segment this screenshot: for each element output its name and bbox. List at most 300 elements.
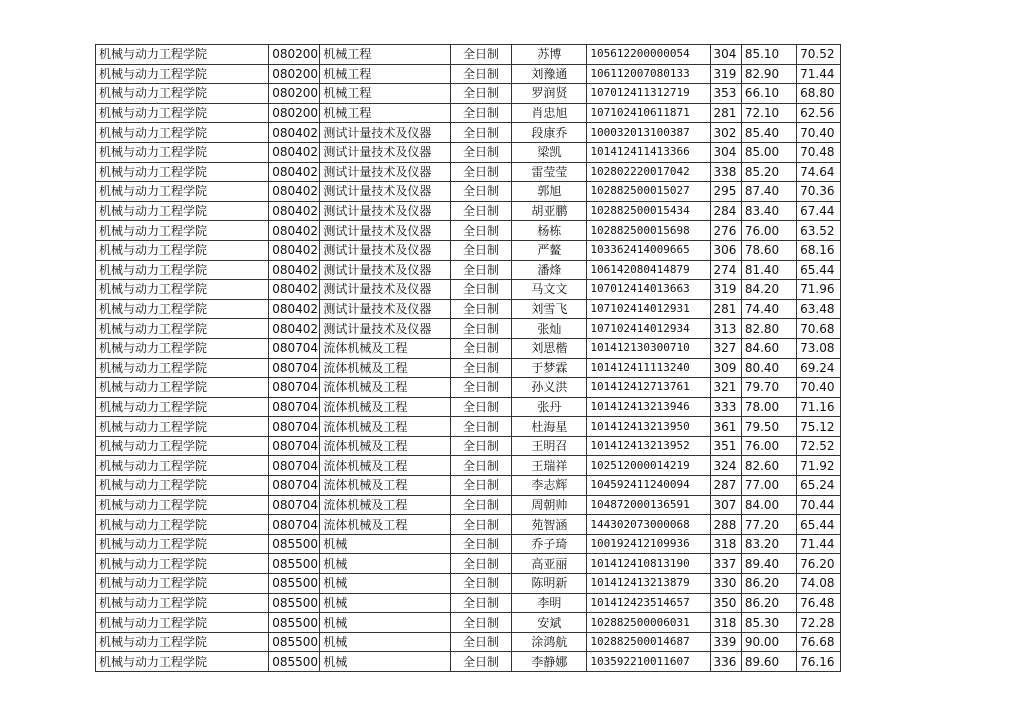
total-score-cell: 304 (710, 45, 741, 65)
study-mode-cell: 全日制 (450, 632, 512, 652)
exam-id-cell: 101412413213946 (587, 397, 710, 417)
table-row (96, 495, 841, 515)
major-name-cell: 机械工程 (320, 103, 450, 123)
major-code-cell: 080704 (269, 338, 320, 358)
major-code-cell: 080402 (269, 201, 320, 221)
study-mode-cell: 全日制 (450, 103, 512, 123)
retest-score-cell: 87.40 (741, 182, 796, 202)
study-mode-cell: 全日制 (450, 456, 512, 476)
retest-score-cell: 86.20 (741, 574, 796, 594)
final-score-cell: 72.52 (797, 436, 841, 456)
exam-id-cell: 104592411240094 (587, 476, 710, 496)
study-mode-cell: 全日制 (450, 358, 512, 378)
student-name-cell: 王瑞祥 (512, 456, 587, 476)
table-row (96, 476, 841, 496)
major-code-cell: 085500 (269, 574, 320, 594)
college-cell: 机械与动力工程学院 (96, 476, 269, 496)
college-cell: 机械与动力工程学院 (96, 260, 269, 280)
student-name-cell: 苏博 (512, 45, 587, 65)
major-name-cell: 测试计量技术及仪器 (320, 221, 450, 241)
total-score-cell: 281 (710, 299, 741, 319)
total-score-cell: 338 (710, 162, 741, 182)
major-code-cell: 080704 (269, 417, 320, 437)
major-code-cell: 080402 (269, 221, 320, 241)
retest-score-cell: 66.10 (741, 84, 796, 104)
table-row (96, 260, 841, 280)
college-cell: 机械与动力工程学院 (96, 534, 269, 554)
college-cell: 机械与动力工程学院 (96, 162, 269, 182)
college-cell: 机械与动力工程学院 (96, 319, 269, 339)
major-name-cell: 测试计量技术及仪器 (320, 142, 450, 162)
student-name-cell: 李志辉 (512, 476, 587, 496)
student-name-cell: 高亚丽 (512, 554, 587, 574)
major-code-cell: 080402 (269, 319, 320, 339)
retest-score-cell: 84.60 (741, 338, 796, 358)
study-mode-cell: 全日制 (450, 201, 512, 221)
exam-id-cell: 101412413213950 (587, 417, 710, 437)
major-name-cell: 机械工程 (320, 45, 450, 65)
major-name-cell: 测试计量技术及仪器 (320, 280, 450, 300)
table-row (96, 436, 841, 456)
total-score-cell: 318 (710, 534, 741, 554)
final-score-cell: 65.44 (797, 260, 841, 280)
final-score-cell: 70.44 (797, 495, 841, 515)
total-score-cell: 361 (710, 417, 741, 437)
major-name-cell: 机械 (320, 593, 450, 613)
student-name-cell: 肖忠旭 (512, 103, 587, 123)
table-row (96, 554, 841, 574)
table-row (96, 162, 841, 182)
college-cell: 机械与动力工程学院 (96, 45, 269, 65)
study-mode-cell: 全日制 (450, 142, 512, 162)
major-code-cell: 080200 (269, 64, 320, 84)
college-cell: 机械与动力工程学院 (96, 358, 269, 378)
major-code-cell: 080704 (269, 495, 320, 515)
final-score-cell: 63.48 (797, 299, 841, 319)
major-name-cell: 测试计量技术及仪器 (320, 240, 450, 260)
final-score-cell: 73.08 (797, 338, 841, 358)
total-score-cell: 330 (710, 574, 741, 594)
final-score-cell: 71.44 (797, 64, 841, 84)
table-row (96, 201, 841, 221)
final-score-cell: 71.16 (797, 397, 841, 417)
total-score-cell: 287 (710, 476, 741, 496)
college-cell: 机械与动力工程学院 (96, 652, 269, 672)
total-score-cell: 324 (710, 456, 741, 476)
total-score-cell: 327 (710, 338, 741, 358)
table-row (96, 593, 841, 613)
college-cell: 机械与动力工程学院 (96, 142, 269, 162)
major-code-cell: 080704 (269, 397, 320, 417)
retest-score-cell: 74.40 (741, 299, 796, 319)
final-score-cell: 67.44 (797, 201, 841, 221)
college-cell: 机械与动力工程学院 (96, 240, 269, 260)
major-name-cell: 机械 (320, 632, 450, 652)
study-mode-cell: 全日制 (450, 260, 512, 280)
college-cell: 机械与动力工程学院 (96, 280, 269, 300)
major-name-cell: 测试计量技术及仪器 (320, 299, 450, 319)
final-score-cell: 70.40 (797, 378, 841, 398)
retest-score-cell: 77.20 (741, 515, 796, 535)
student-name-cell: 杜海星 (512, 417, 587, 437)
final-score-cell: 76.20 (797, 554, 841, 574)
college-cell: 机械与动力工程学院 (96, 397, 269, 417)
exam-id-cell: 103592210011607 (587, 652, 710, 672)
exam-id-cell: 102512000014219 (587, 456, 710, 476)
exam-id-cell: 101412411113240 (587, 358, 710, 378)
retest-score-cell: 84.00 (741, 495, 796, 515)
exam-id-cell: 102882500006031 (587, 613, 710, 633)
retest-score-cell: 82.60 (741, 456, 796, 476)
student-name-cell: 李明 (512, 593, 587, 613)
major-code-cell: 080402 (269, 280, 320, 300)
major-name-cell: 测试计量技术及仪器 (320, 182, 450, 202)
exam-id-cell: 144302073000068 (587, 515, 710, 535)
major-code-cell: 080402 (269, 123, 320, 143)
retest-score-cell: 83.40 (741, 201, 796, 221)
retest-score-cell: 82.80 (741, 319, 796, 339)
student-name-cell: 于梦霖 (512, 358, 587, 378)
total-score-cell: 319 (710, 280, 741, 300)
total-score-cell: 284 (710, 201, 741, 221)
student-name-cell: 马文文 (512, 280, 587, 300)
study-mode-cell: 全日制 (450, 554, 512, 574)
study-mode-cell: 全日制 (450, 221, 512, 241)
student-name-cell: 严鳌 (512, 240, 587, 260)
total-score-cell: 274 (710, 260, 741, 280)
college-cell: 机械与动力工程学院 (96, 632, 269, 652)
student-name-cell: 乔子琦 (512, 534, 587, 554)
exam-id-cell: 107102414012934 (587, 319, 710, 339)
retest-score-cell: 78.60 (741, 240, 796, 260)
retest-score-cell: 85.40 (741, 123, 796, 143)
college-cell: 机械与动力工程学院 (96, 417, 269, 437)
total-score-cell: 339 (710, 632, 741, 652)
major-code-cell: 080704 (269, 378, 320, 398)
student-name-cell: 胡亚鹏 (512, 201, 587, 221)
retest-score-cell: 89.40 (741, 554, 796, 574)
final-score-cell: 71.92 (797, 456, 841, 476)
total-score-cell: 313 (710, 319, 741, 339)
exam-id-cell: 101412410813190 (587, 554, 710, 574)
major-code-cell: 085500 (269, 613, 320, 633)
study-mode-cell: 全日制 (450, 45, 512, 65)
study-mode-cell: 全日制 (450, 652, 512, 672)
major-name-cell: 机械工程 (320, 64, 450, 84)
final-score-cell: 62.56 (797, 103, 841, 123)
college-cell: 机械与动力工程学院 (96, 613, 269, 633)
retest-score-cell: 81.40 (741, 260, 796, 280)
major-name-cell: 流体机械及工程 (320, 456, 450, 476)
study-mode-cell: 全日制 (450, 319, 512, 339)
table-row (96, 221, 841, 241)
final-score-cell: 68.16 (797, 240, 841, 260)
major-name-cell: 流体机械及工程 (320, 495, 450, 515)
table-row (96, 613, 841, 633)
major-name-cell: 机械 (320, 613, 450, 633)
major-code-cell: 085500 (269, 652, 320, 672)
college-cell: 机械与动力工程学院 (96, 378, 269, 398)
study-mode-cell: 全日制 (450, 182, 512, 202)
final-score-cell: 70.52 (797, 45, 841, 65)
retest-score-cell: 82.90 (741, 64, 796, 84)
major-name-cell: 机械 (320, 554, 450, 574)
student-name-cell: 刘思楷 (512, 338, 587, 358)
table-row (96, 338, 841, 358)
college-cell: 机械与动力工程学院 (96, 593, 269, 613)
exam-id-cell: 102882500015698 (587, 221, 710, 241)
major-name-cell: 测试计量技术及仪器 (320, 260, 450, 280)
study-mode-cell: 全日制 (450, 299, 512, 319)
major-code-cell: 080704 (269, 358, 320, 378)
total-score-cell: 336 (710, 652, 741, 672)
retest-score-cell: 76.00 (741, 221, 796, 241)
student-name-cell: 刘豫通 (512, 64, 587, 84)
final-score-cell: 65.44 (797, 515, 841, 535)
major-code-cell: 080402 (269, 182, 320, 202)
major-name-cell: 测试计量技术及仪器 (320, 201, 450, 221)
major-name-cell: 机械 (320, 574, 450, 594)
major-name-cell: 流体机械及工程 (320, 338, 450, 358)
study-mode-cell: 全日制 (450, 613, 512, 633)
exam-id-cell: 106112007080133 (587, 64, 710, 84)
table-row (96, 280, 841, 300)
major-name-cell: 流体机械及工程 (320, 515, 450, 535)
total-score-cell: 353 (710, 84, 741, 104)
table-row (96, 182, 841, 202)
retest-score-cell: 83.20 (741, 534, 796, 554)
retest-score-cell: 76.00 (741, 436, 796, 456)
exam-id-cell: 105612200000054 (587, 45, 710, 65)
final-score-cell: 70.40 (797, 123, 841, 143)
exam-id-cell: 104872000136591 (587, 495, 710, 515)
exam-id-cell: 107012414013663 (587, 280, 710, 300)
table-row (96, 240, 841, 260)
final-score-cell: 63.52 (797, 221, 841, 241)
major-code-cell: 085500 (269, 632, 320, 652)
student-name-cell: 罗润贤 (512, 84, 587, 104)
retest-score-cell: 78.00 (741, 397, 796, 417)
study-mode-cell: 全日制 (450, 280, 512, 300)
exam-id-cell: 102802220017042 (587, 162, 710, 182)
college-cell: 机械与动力工程学院 (96, 84, 269, 104)
final-score-cell: 65.24 (797, 476, 841, 496)
final-score-cell: 71.96 (797, 280, 841, 300)
college-cell: 机械与动力工程学院 (96, 515, 269, 535)
table-row (96, 103, 841, 123)
major-name-cell: 机械 (320, 652, 450, 672)
table-row (96, 319, 841, 339)
total-score-cell: 319 (710, 64, 741, 84)
study-mode-cell: 全日制 (450, 162, 512, 182)
table-row (96, 358, 841, 378)
final-score-cell: 71.44 (797, 534, 841, 554)
table-row (96, 515, 841, 535)
exam-id-cell: 103362414009665 (587, 240, 710, 260)
final-score-cell: 76.68 (797, 632, 841, 652)
exam-id-cell: 101412413213952 (587, 436, 710, 456)
table-row (96, 84, 841, 104)
student-name-cell: 潘烽 (512, 260, 587, 280)
retest-score-cell: 79.50 (741, 417, 796, 437)
major-name-cell: 测试计量技术及仪器 (320, 319, 450, 339)
table-row (96, 417, 841, 437)
retest-score-cell: 90.00 (741, 632, 796, 652)
total-score-cell: 351 (710, 436, 741, 456)
final-score-cell: 72.28 (797, 613, 841, 633)
college-cell: 机械与动力工程学院 (96, 554, 269, 574)
major-code-cell: 080704 (269, 515, 320, 535)
total-score-cell: 276 (710, 221, 741, 241)
major-name-cell: 测试计量技术及仪器 (320, 123, 450, 143)
college-cell: 机械与动力工程学院 (96, 221, 269, 241)
study-mode-cell: 全日制 (450, 515, 512, 535)
student-name-cell: 段康乔 (512, 123, 587, 143)
college-cell: 机械与动力工程学院 (96, 123, 269, 143)
major-name-cell: 机械工程 (320, 84, 450, 104)
major-name-cell: 测试计量技术及仪器 (320, 162, 450, 182)
final-score-cell: 74.08 (797, 574, 841, 594)
major-code-cell: 080402 (269, 260, 320, 280)
college-cell: 机械与动力工程学院 (96, 182, 269, 202)
table-row (96, 142, 841, 162)
exam-id-cell: 101412411413366 (587, 142, 710, 162)
retest-score-cell: 85.10 (741, 45, 796, 65)
student-name-cell: 陈明新 (512, 574, 587, 594)
total-score-cell: 302 (710, 123, 741, 143)
major-name-cell: 流体机械及工程 (320, 397, 450, 417)
final-score-cell: 76.16 (797, 652, 841, 672)
total-score-cell: 333 (710, 397, 741, 417)
college-cell: 机械与动力工程学院 (96, 456, 269, 476)
exam-id-cell: 107102414012931 (587, 299, 710, 319)
final-score-cell: 76.48 (797, 593, 841, 613)
total-score-cell: 321 (710, 378, 741, 398)
table-row (96, 632, 841, 652)
exam-id-cell: 102882500015027 (587, 182, 710, 202)
major-code-cell: 080402 (269, 162, 320, 182)
student-name-cell: 李静娜 (512, 652, 587, 672)
major-name-cell: 流体机械及工程 (320, 436, 450, 456)
retest-score-cell: 85.30 (741, 613, 796, 633)
retest-score-cell: 84.20 (741, 280, 796, 300)
retest-score-cell: 77.00 (741, 476, 796, 496)
major-code-cell: 080200 (269, 84, 320, 104)
major-name-cell: 流体机械及工程 (320, 476, 450, 496)
major-code-cell: 080402 (269, 142, 320, 162)
student-name-cell: 苑智涵 (512, 515, 587, 535)
table-row (96, 299, 841, 319)
total-score-cell: 306 (710, 240, 741, 260)
major-name-cell: 流体机械及工程 (320, 378, 450, 398)
student-name-cell: 王明召 (512, 436, 587, 456)
major-name-cell: 流体机械及工程 (320, 417, 450, 437)
exam-id-cell: 102882500014687 (587, 632, 710, 652)
table-row (96, 534, 841, 554)
study-mode-cell: 全日制 (450, 397, 512, 417)
student-name-cell: 周朝帅 (512, 495, 587, 515)
total-score-cell: 295 (710, 182, 741, 202)
final-score-cell: 70.48 (797, 142, 841, 162)
student-name-cell: 安斌 (512, 613, 587, 633)
table-row (96, 123, 841, 143)
study-mode-cell: 全日制 (450, 338, 512, 358)
college-cell: 机械与动力工程学院 (96, 299, 269, 319)
final-score-cell: 74.64 (797, 162, 841, 182)
total-score-cell: 307 (710, 495, 741, 515)
exam-id-cell: 101412423514657 (587, 593, 710, 613)
exam-id-cell: 107012411312719 (587, 84, 710, 104)
major-code-cell: 080704 (269, 476, 320, 496)
final-score-cell: 70.36 (797, 182, 841, 202)
retest-score-cell: 72.10 (741, 103, 796, 123)
total-score-cell: 309 (710, 358, 741, 378)
study-mode-cell: 全日制 (450, 64, 512, 84)
exam-id-cell: 102882500015434 (587, 201, 710, 221)
student-name-cell: 杨栋 (512, 221, 587, 241)
exam-id-cell: 107102410611871 (587, 103, 710, 123)
total-score-cell: 337 (710, 554, 741, 574)
student-name-cell: 涂鸿航 (512, 632, 587, 652)
college-cell: 机械与动力工程学院 (96, 201, 269, 221)
college-cell: 机械与动力工程学院 (96, 64, 269, 84)
exam-id-cell: 100192412109936 (587, 534, 710, 554)
table-body (96, 45, 841, 672)
table-row (96, 64, 841, 84)
college-cell: 机械与动力工程学院 (96, 436, 269, 456)
study-mode-cell: 全日制 (450, 123, 512, 143)
major-code-cell: 080402 (269, 299, 320, 319)
major-code-cell: 080402 (269, 240, 320, 260)
student-name-cell: 雷莹莹 (512, 162, 587, 182)
table-row (96, 652, 841, 672)
final-score-cell: 75.12 (797, 417, 841, 437)
table-row (96, 574, 841, 594)
study-mode-cell: 全日制 (450, 378, 512, 398)
study-mode-cell: 全日制 (450, 436, 512, 456)
retest-score-cell: 89.60 (741, 652, 796, 672)
exam-id-cell: 100032013100387 (587, 123, 710, 143)
student-name-cell: 张丹 (512, 397, 587, 417)
student-name-cell: 梁凯 (512, 142, 587, 162)
major-code-cell: 085500 (269, 534, 320, 554)
study-mode-cell: 全日制 (450, 417, 512, 437)
total-score-cell: 350 (710, 593, 741, 613)
total-score-cell: 288 (710, 515, 741, 535)
major-code-cell: 085500 (269, 593, 320, 613)
table-row (96, 397, 841, 417)
final-score-cell: 69.24 (797, 358, 841, 378)
major-code-cell: 080704 (269, 456, 320, 476)
study-mode-cell: 全日制 (450, 84, 512, 104)
exam-id-cell: 101412413213879 (587, 574, 710, 594)
student-name-cell: 郭旭 (512, 182, 587, 202)
study-mode-cell: 全日制 (450, 476, 512, 496)
study-mode-cell: 全日制 (450, 495, 512, 515)
college-cell: 机械与动力工程学院 (96, 338, 269, 358)
student-name-cell: 刘雪飞 (512, 299, 587, 319)
retest-score-cell: 80.40 (741, 358, 796, 378)
retest-score-cell: 86.20 (741, 593, 796, 613)
table-row (96, 45, 841, 65)
major-code-cell: 080704 (269, 436, 320, 456)
study-mode-cell: 全日制 (450, 593, 512, 613)
table-row (96, 456, 841, 476)
student-name-cell: 张灿 (512, 319, 587, 339)
student-name-cell: 孙义洪 (512, 378, 587, 398)
major-name-cell: 机械 (320, 534, 450, 554)
table-row (96, 378, 841, 398)
